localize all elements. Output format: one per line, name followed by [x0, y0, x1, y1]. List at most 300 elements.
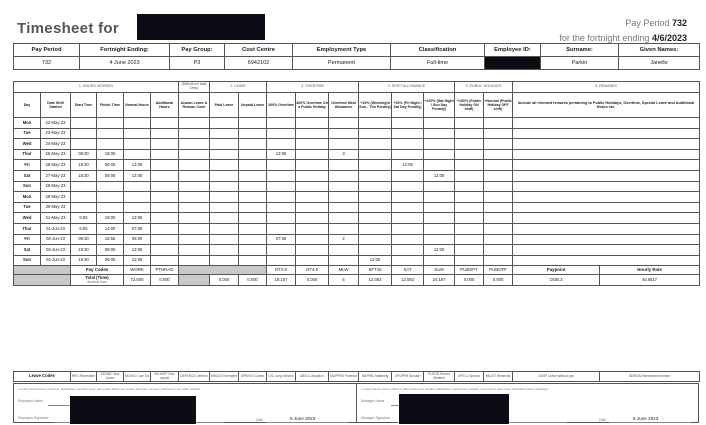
finish-time-cell: 14:00 — [97, 223, 124, 234]
overtime-200-cell: 12:05 — [267, 149, 296, 160]
penalty-30-cell — [392, 213, 424, 224]
remarks-cell — [513, 170, 700, 181]
additional-hours-cell — [151, 149, 179, 160]
additional-hours-cell — [151, 255, 179, 266]
totals-sublabel: decimal form — [87, 280, 107, 285]
auslan-leave-cell — [179, 213, 210, 224]
column-header-row — [14, 93, 700, 118]
date-cell: 04-Jun-23 — [41, 255, 71, 266]
pay-period-value: 732 — [671, 18, 687, 28]
section-header-row — [14, 82, 700, 93]
column-header: +100% (Sat Night / Sun Day Penalty) — [424, 93, 455, 118]
employee-info-table — [13, 43, 700, 70]
pay-group-cell: P3 — [170, 57, 225, 70]
penalty-30-cell — [392, 128, 424, 139]
public-holiday-off-cell — [484, 181, 513, 192]
auslan-leave-cell — [179, 139, 210, 150]
date-cell: 29-May-23 — [41, 192, 71, 203]
penalty-30-cell — [392, 234, 424, 245]
table-row — [14, 255, 700, 266]
leave-codes-table — [13, 371, 700, 382]
overtime-200-cell — [267, 255, 296, 266]
finish-time-cell: 06:05 — [97, 160, 124, 171]
finish-time-cell: 18:05 — [97, 149, 124, 160]
unpaid-leave-cell — [239, 160, 267, 171]
date-cell: 25-May-23 — [41, 149, 71, 160]
leave-code-cell: RRC Recreation — [71, 372, 97, 382]
remarks-cell — [513, 160, 700, 171]
employment-type-cell: Permanent — [293, 57, 391, 70]
public-holiday-on-cell — [455, 170, 484, 181]
meal-allowance-cell — [329, 213, 359, 224]
normal-hours-cell — [124, 192, 151, 203]
date-cell: 31-May-23 — [41, 213, 71, 224]
table-row — [14, 234, 700, 245]
auslan-leave-cell — [179, 245, 210, 256]
leave-code-cell: SICKNC Carr Srv — [124, 372, 151, 382]
manager-signature-label: Manager Signature — [361, 416, 390, 420]
penalty-100-cell — [424, 192, 455, 203]
paycode-sat: SAT — [392, 266, 424, 275]
total-unpaid-leave: 0.000 — [239, 275, 267, 286]
public-holiday-on-cell — [455, 223, 484, 234]
classification-cell: Full-time — [391, 57, 485, 70]
manager-signature-box — [357, 384, 700, 422]
overtime-400-cell — [296, 223, 329, 234]
table-row — [14, 245, 700, 256]
penalty-100-cell — [424, 213, 455, 224]
leave-code-cell: SPRINCI Carers — [239, 372, 267, 382]
overtime-400-cell — [296, 118, 329, 129]
paid-leave-cell — [210, 170, 239, 181]
penalty-30-cell — [392, 139, 424, 150]
date-cell: 27-May-23 — [41, 170, 71, 181]
date-cell: 01-Jun-23 — [41, 223, 71, 234]
total-puboff: 0.000 — [484, 275, 513, 286]
start-time-cell — [71, 192, 97, 203]
overtime-200-cell — [267, 128, 296, 139]
auslan-leave-cell — [179, 234, 210, 245]
public-holiday-off-cell — [484, 160, 513, 171]
overtime-400-cell — [296, 192, 329, 203]
hours-grid — [13, 81, 700, 286]
paycode-work: WORK — [124, 266, 151, 275]
table-row — [14, 223, 700, 234]
paypoint-value: OOB.3 — [513, 275, 600, 286]
section-public: 5. PUBLIC HOLIDAYS — [455, 82, 513, 93]
auslan-leave-cell — [179, 223, 210, 234]
auslan-leave-cell — [179, 255, 210, 266]
start-time-cell — [71, 181, 97, 192]
public-holiday-off-cell — [484, 202, 513, 213]
leave-code-cell: SPOPPB Spouse — [392, 372, 424, 382]
signature-section — [13, 383, 699, 423]
paid-leave-cell — [210, 160, 239, 171]
info-header: Cost Centre — [225, 44, 293, 57]
paycode-sun: SUN — [424, 266, 455, 275]
start-time-cell: 08:30 — [71, 234, 97, 245]
normal-hours-cell: 05:00 — [124, 234, 151, 245]
meal-allowance-cell — [329, 255, 359, 266]
remarks-cell — [513, 213, 700, 224]
employee-name-label: Employee Name — [18, 399, 44, 403]
page-title: Timesheet for — [17, 20, 119, 37]
column-header: +15% (Weeknight Sun - Thu Penalty) — [359, 93, 392, 118]
leave-codes-label: Leave Codes — [14, 372, 71, 382]
table-row — [14, 202, 700, 213]
meal-allowance-cell — [329, 192, 359, 203]
remarks-cell — [513, 255, 700, 266]
unpaid-leave-cell — [239, 245, 267, 256]
penalty-30-cell — [392, 223, 424, 234]
paid-leave-cell — [210, 128, 239, 139]
penalty-15-cell — [359, 118, 392, 129]
overtime-400-cell — [296, 170, 329, 181]
start-time-cell: 18:30 — [71, 245, 97, 256]
pay-codes-label: Pay Codes — [71, 266, 124, 275]
column-header: Paid Leave — [210, 93, 239, 118]
paid-leave-cell — [210, 139, 239, 150]
public-holiday-off-cell — [484, 149, 513, 160]
auslan-leave-cell — [179, 181, 210, 192]
leave-code-cell: LSL Long Service — [267, 372, 296, 382]
penalty-15-cell — [359, 245, 392, 256]
overtime-400-cell — [296, 128, 329, 139]
day-cell: Fri — [14, 160, 41, 171]
total-ot20: 19.167 — [267, 275, 296, 286]
total-sat: 12.083 — [392, 275, 424, 286]
penalty-100-cell — [424, 255, 455, 266]
column-header: Overtime Meal Allowance — [329, 93, 359, 118]
date-cell: 28-May-23 — [41, 181, 71, 192]
remarks-cell — [513, 118, 700, 129]
leave-code-cell: MILIST Reservist — [484, 372, 513, 382]
unpaid-leave-cell — [239, 181, 267, 192]
overtime-200-cell — [267, 245, 296, 256]
meal-allowance-cell — [329, 202, 359, 213]
auslan-leave-cell — [179, 202, 210, 213]
grey-cell — [14, 266, 71, 275]
table-row — [14, 118, 700, 129]
table-row — [14, 139, 700, 150]
meal-allowance-cell — [329, 170, 359, 181]
overtime-400-cell — [296, 234, 329, 245]
finish-time-cell: 19:00 — [97, 213, 124, 224]
finish-time-cell — [97, 181, 124, 192]
hourly-rate-value: 46.5617 — [600, 275, 700, 286]
unpaid-leave-cell — [239, 192, 267, 203]
start-time-cell: 6:55 — [71, 213, 97, 224]
unpaid-leave-cell — [239, 118, 267, 129]
penalty-100-cell — [424, 118, 455, 129]
column-header: Normal Hours — [124, 93, 151, 118]
penalty-100-cell — [424, 160, 455, 171]
public-holiday-on-cell — [455, 128, 484, 139]
paid-leave-cell — [210, 245, 239, 256]
start-time-cell: 08:30 — [71, 149, 97, 160]
penalty-100-cell — [424, 223, 455, 234]
manager-certify-text: I certify that the above officer's shifts have been verified, allowances claimed are payable, leave forms have been submitted where necessary — [361, 387, 549, 391]
day-cell: Sat — [14, 245, 41, 256]
info-header: Pay Period — [14, 44, 80, 57]
public-holiday-on-cell — [455, 118, 484, 129]
unpaid-leave-cell — [239, 170, 267, 181]
normal-hours-cell: 07:05 — [124, 223, 151, 234]
remarks-cell — [513, 149, 700, 160]
redacted-employee-signature — [70, 396, 196, 424]
table-row — [14, 213, 700, 224]
overtime-200-cell — [267, 181, 296, 192]
employee-date-label: Date — [256, 418, 264, 422]
column-header: Auslan Leave & Reason Code — [179, 93, 210, 118]
total-sft15: 12.083 — [359, 275, 392, 286]
additional-hours-cell — [151, 213, 179, 224]
total-work: 72.500 — [124, 275, 151, 286]
day-cell: Sat — [14, 170, 41, 181]
meal-allowance-cell: 3 — [329, 149, 359, 160]
unpaid-leave-cell — [239, 223, 267, 234]
total-pubspt: 0.000 — [455, 275, 484, 286]
column-header: Include all relevant remarks pertaining to Public Holidays, Overtime, Special Leave and Additional Hours etc. — [513, 93, 700, 118]
day-cell: Sun — [14, 181, 41, 192]
leave-code-cell: SMOCX Emergent — [210, 372, 239, 382]
additional-hours-cell — [151, 118, 179, 129]
normal-hours-cell: 12:05 — [124, 245, 151, 256]
finish-time-cell — [97, 128, 124, 139]
public-holiday-on-cell — [455, 213, 484, 224]
meal-allowance-cell — [329, 223, 359, 234]
column-header: 400% Overtime On a Public Holiday — [296, 93, 329, 118]
finish-time-cell — [97, 118, 124, 129]
employee-date: 5 June 2023 — [290, 416, 316, 421]
penalty-15-cell — [359, 213, 392, 224]
grey-cell — [14, 275, 71, 286]
meal-allowance-cell — [329, 139, 359, 150]
totals-label-cell — [71, 275, 124, 286]
additional-hours-cell — [151, 192, 179, 203]
penalty-15-cell — [359, 170, 392, 181]
paid-leave-cell — [210, 181, 239, 192]
employee-id-cell — [485, 57, 541, 70]
public-holiday-off-cell — [484, 118, 513, 129]
column-header: Finish Time — [97, 93, 124, 118]
manager-date-line — [609, 422, 691, 423]
additional-hours-cell — [151, 128, 179, 139]
meal-allowance-cell — [329, 128, 359, 139]
paid-leave-cell — [210, 234, 239, 245]
overtime-400-cell — [296, 139, 329, 150]
additional-hours-cell — [151, 181, 179, 192]
public-holiday-on-cell — [455, 234, 484, 245]
leave-code-cell: SKLMOP Own unpaid — [151, 372, 179, 382]
table-row — [14, 149, 700, 160]
pay-period-label: Pay Period — [625, 18, 670, 28]
additional-hours-cell — [151, 223, 179, 234]
meal-allowance-cell — [329, 181, 359, 192]
paycode-pthrad: PTHRAD — [151, 266, 179, 275]
unpaid-leave-cell — [239, 128, 267, 139]
info-header: Employment Type — [293, 44, 391, 57]
paid-leave-cell — [210, 223, 239, 234]
cost-centre-cell: 6942102 — [225, 57, 293, 70]
remarks-cell — [513, 245, 700, 256]
day-cell: Mon — [14, 118, 41, 129]
overtime-200-cell — [267, 192, 296, 203]
leave-code-cell: MAPPRD Parental — [329, 372, 359, 382]
auslan-leave-cell — [179, 149, 210, 160]
public-holiday-off-cell — [484, 192, 513, 203]
paycode-puboff: PUBOFF — [484, 266, 513, 275]
overtime-200-cell — [267, 170, 296, 181]
public-holiday-off-cell — [484, 223, 513, 234]
remarks-cell — [513, 128, 700, 139]
section-overtime: 3. OVERTIME — [267, 82, 359, 93]
total-ot40: 0.000 — [296, 275, 329, 286]
public-holiday-on-cell — [455, 245, 484, 256]
auslan-leave-cell — [179, 170, 210, 181]
day-rows — [14, 118, 700, 266]
date-cell: 03-Jun-23 — [41, 245, 71, 256]
fortnight-heading — [559, 33, 687, 43]
paid-leave-cell — [210, 149, 239, 160]
totals-row — [14, 275, 700, 286]
grey-cell — [179, 266, 267, 275]
additional-hours-cell — [151, 202, 179, 213]
start-time-cell: 18:30 — [71, 170, 97, 181]
normal-hours-cell: 12:05 — [124, 170, 151, 181]
remarks-cell — [513, 202, 700, 213]
unpaid-leave-cell — [239, 255, 267, 266]
fortnight-value: 4/6/2023 — [651, 33, 687, 43]
finish-time-cell — [97, 192, 124, 203]
start-time-cell: 6:55 — [71, 223, 97, 234]
public-holiday-off-cell — [484, 139, 513, 150]
paid-leave-cell — [210, 192, 239, 203]
auslan-leave-cell — [179, 160, 210, 171]
public-holiday-on-cell — [455, 149, 484, 160]
total-mlw: 5 — [329, 275, 359, 286]
normal-hours-cell — [124, 202, 151, 213]
public-holiday-on-cell — [455, 192, 484, 203]
penalty-15-cell — [359, 202, 392, 213]
day-cell: Thur — [14, 223, 41, 234]
public-holiday-on-cell — [455, 202, 484, 213]
penalty-100-cell — [424, 181, 455, 192]
paid-leave-cell — [210, 202, 239, 213]
unpaid-leave-cell — [239, 213, 267, 224]
pay-period-heading — [625, 18, 687, 28]
leave-code-cell: LWOP Leave without pay — [513, 372, 600, 382]
info-header: Given Names: — [619, 44, 700, 57]
public-holiday-off-cell — [484, 128, 513, 139]
unpaid-leave-cell — [239, 202, 267, 213]
normal-hours-cell: 12:05 — [124, 255, 151, 266]
public-holiday-off-cell — [484, 255, 513, 266]
leave-code-cell: MAPPAL Maternity — [359, 372, 392, 382]
unpaid-leave-cell — [239, 149, 267, 160]
grey-cell — [179, 275, 210, 286]
overtime-200-cell — [267, 118, 296, 129]
given-names-cell: Janelle — [619, 57, 700, 70]
auslan-leave-cell — [179, 192, 210, 203]
public-holiday-off-cell — [484, 234, 513, 245]
day-cell: Tue — [14, 128, 41, 139]
total-pthrad: 0.000 — [151, 275, 179, 286]
penalty-15-cell — [359, 128, 392, 139]
penalty-30-cell — [392, 255, 424, 266]
unpaid-leave-cell — [239, 234, 267, 245]
leave-code-cell: DEFERCE Deferral — [179, 372, 210, 382]
fortnight-ending-cell: 4 June 2023 — [80, 57, 170, 70]
leave-codes-row — [14, 372, 700, 382]
manager-date-label: Date — [599, 418, 607, 422]
penalty-100-cell — [424, 202, 455, 213]
date-cell: 24-May-23 — [41, 139, 71, 150]
remarks-cell — [513, 181, 700, 192]
penalty-100-cell — [424, 234, 455, 245]
info-header-row — [14, 44, 700, 57]
penalty-100-cell — [424, 149, 455, 160]
header — [13, 12, 699, 43]
public-holiday-off-cell — [484, 170, 513, 181]
employee-certify-text: I certify that the hours overtime, allowances, all other leave and meals above are correct and have not been claimed by any other method — [18, 387, 200, 391]
paycode-ot20: OT2.0 — [267, 266, 296, 275]
overtime-200-cell — [267, 223, 296, 234]
start-time-cell — [71, 139, 97, 150]
overtime-200-cell — [267, 139, 296, 150]
finish-time-cell: 06:05 — [97, 245, 124, 256]
penalty-30-cell — [392, 192, 424, 203]
overtime-200-cell — [267, 213, 296, 224]
auslan-leave-cell — [179, 128, 210, 139]
section-hours: 1. HOURS WORKED — [14, 82, 179, 93]
penalty-100-cell — [424, 128, 455, 139]
penalty-30-cell: 12:05 — [392, 160, 424, 171]
leave-code-cell: FLOOD Severe Weather — [424, 372, 455, 382]
column-header: +Normal (Public Holiday OFF shift) — [484, 93, 513, 118]
day-cell: Wed — [14, 213, 41, 224]
overtime-400-cell — [296, 181, 329, 192]
overtime-400-cell — [296, 160, 329, 171]
timesheet — [9, 8, 699, 420]
penalty-30-cell — [392, 202, 424, 213]
leave-code-cell: SPECL Special — [455, 372, 484, 382]
day-cell: Mon — [14, 192, 41, 203]
additional-hours-cell — [151, 139, 179, 150]
table-row — [14, 128, 700, 139]
public-holiday-on-cell — [455, 255, 484, 266]
pay-period-cell: 732 — [14, 57, 80, 70]
normal-hours-cell — [124, 149, 151, 160]
penalty-30-cell — [392, 149, 424, 160]
start-time-cell: 18:30 — [71, 255, 97, 266]
meal-allowance-cell — [329, 118, 359, 129]
paycode-sft15: SFT15 — [359, 266, 392, 275]
overtime-400-cell — [296, 245, 329, 256]
totals-label: Total (Time) — [85, 274, 109, 280]
paypoint-label: Paypoint — [513, 266, 600, 275]
day-cell: Sun — [14, 255, 41, 266]
column-header: Unpaid Leave — [239, 93, 267, 118]
penalty-15-cell: 12:05 — [359, 255, 392, 266]
date-cell: 22-May-23 — [41, 118, 71, 129]
fortnight-label: for the fortnight ending — [559, 33, 650, 43]
table-row — [14, 160, 700, 171]
pay-codes-row — [14, 266, 700, 275]
date-cell: 30-May-23 — [41, 202, 71, 213]
paid-leave-cell — [210, 255, 239, 266]
surname-cell: Parkin — [541, 57, 619, 70]
